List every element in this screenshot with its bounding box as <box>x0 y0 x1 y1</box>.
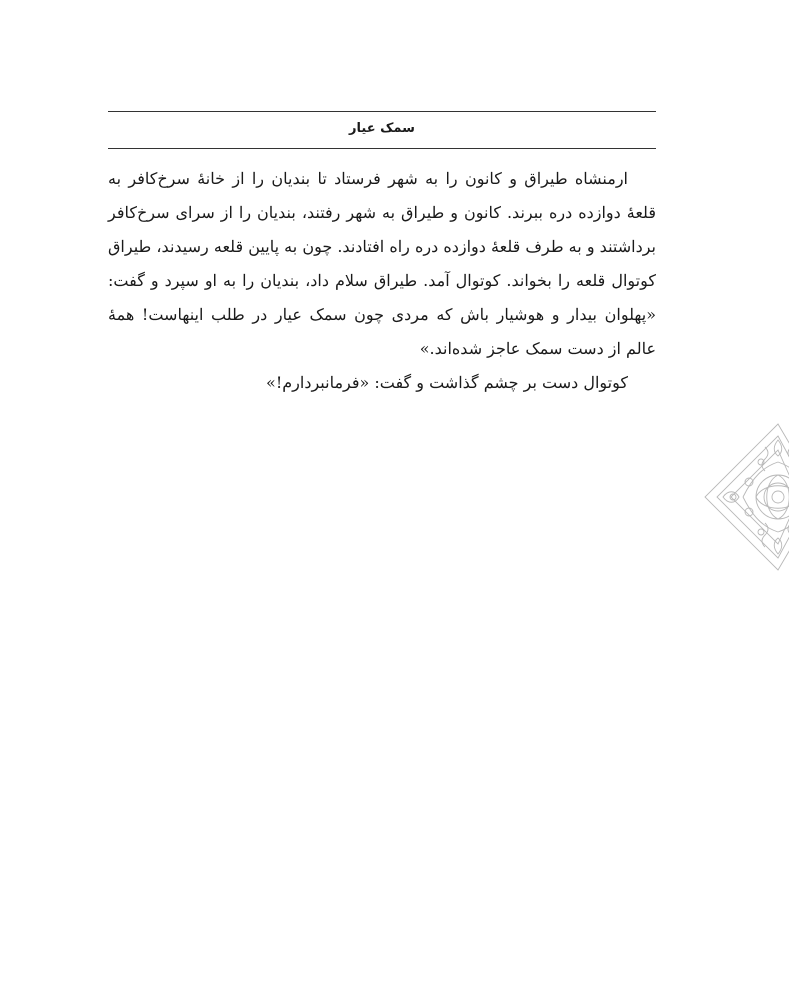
paragraph: ارمنشاه طیراق و کانون را به شهر فرستاد تا بندیان را از خانهٔ سرخ‌کافر به قلعهٔ دوازده دره ببرند. کانون و طیراق به شهر رفتند، بندیان را از سرای سرخ‌کافر برداشتند و به طرف قلعهٔ دوازده دره راه افتادند. چون به پایین قلعه رسیدند، طیراق کوتوال قلعه را بخواند. کوتوال آمد. طیراق سلام داد، بندیان را به او سپرد و گفت: «پهلوان بیدار و هوشیار باش که مردی چون سمک عیار در طلب اینهاست! همهٔ عالم از دست سمک عاجز شده‌اند.» <box>108 169 657 358</box>
body-text <box>108 162 656 400</box>
running-header-title: سمک عیار <box>349 121 415 136</box>
paragraph: کوتوال دست بر چشم گذاشت و گفت: «فرمانبردارم!» <box>266 373 628 392</box>
running-header <box>108 111 656 149</box>
arabesque-ornament-icon <box>703 422 789 572</box>
